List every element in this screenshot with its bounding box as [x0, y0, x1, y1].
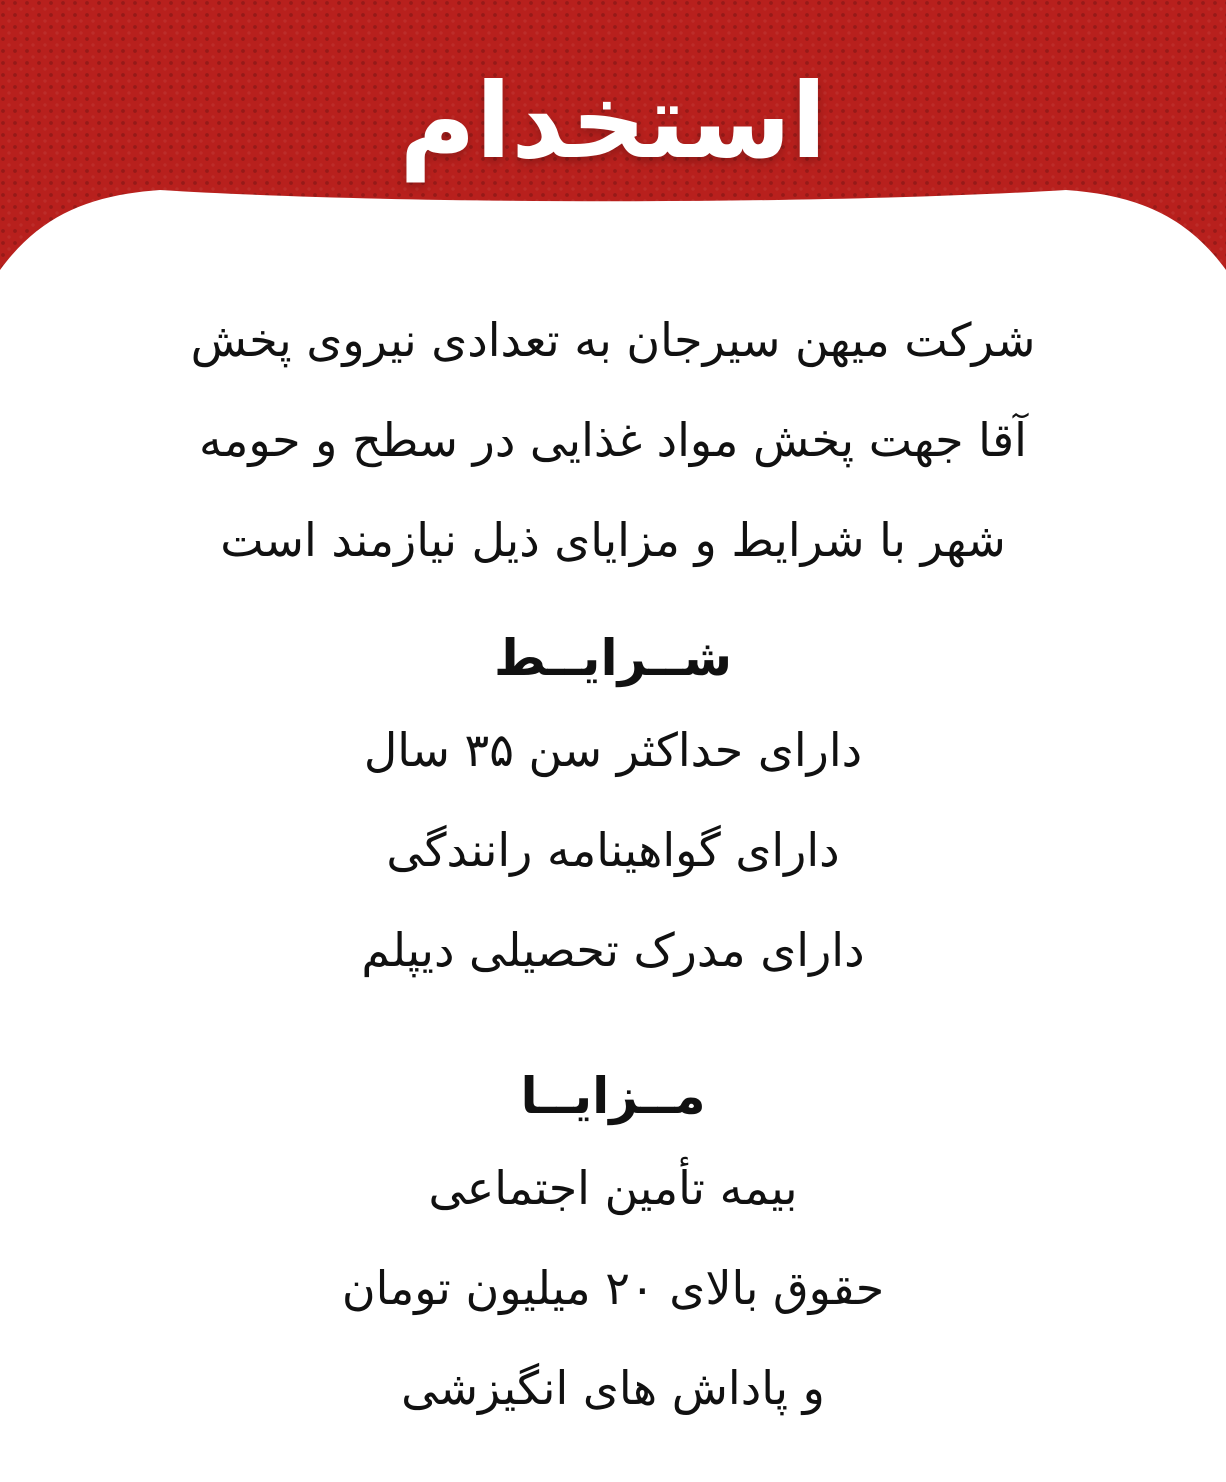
condition-item: دارای مدرک تحصیلی دیپلم	[361, 923, 865, 977]
benefit-item: و پاداش های انگیزشی	[401, 1361, 825, 1415]
intro-line: شرکت میهن سیرجان به تعدادی نیروی پخش	[190, 313, 1036, 367]
ad-content	[0, 290, 1226, 1438]
conditions-list	[0, 700, 1226, 1000]
intro-line: آقا جهت پخش مواد غذایی در سطح و حومه	[199, 413, 1027, 467]
condition-item: دارای گواهینامه رانندگی	[386, 823, 840, 877]
benefits-list	[0, 1138, 1226, 1438]
condition-item: دارای حداکثر سن ۳۵ سال	[363, 723, 863, 777]
benefit-item: بیمه تأمین اجتماعی	[428, 1161, 798, 1215]
conditions-heading: شــرایــط	[493, 629, 733, 687]
intro-line: شهر با شرایط و مزایای ذیل نیازمند است	[220, 513, 1006, 567]
header-banner	[0, 0, 1226, 330]
intro-paragraph	[63, 290, 1163, 590]
benefit-item: حقوق بالای ۲۰ میلیون تومان	[341, 1261, 885, 1315]
page-title: استخدام	[399, 60, 827, 182]
benefits-heading: مــزایــا	[520, 1067, 706, 1125]
section-spacer	[0, 1000, 1226, 1028]
